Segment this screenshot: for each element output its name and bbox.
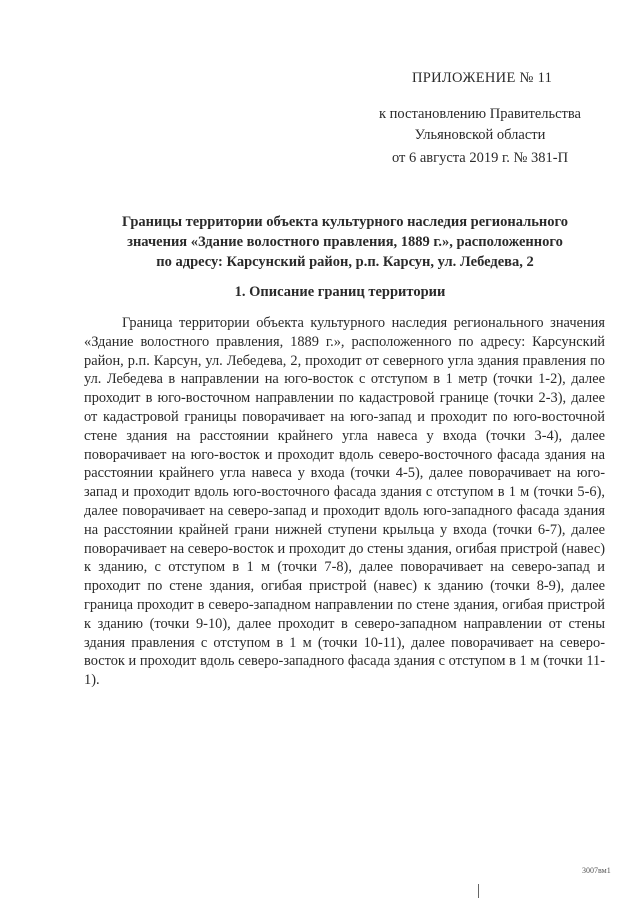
decree-date: от 6 августа 2019 г. № 381-П [391, 150, 569, 166]
boundary-description-paragraph: Граница территории объекта культурного наследия регионального значения «Здание волостного правления, 1889 г.», расположенного по адресу: Карсунский район, р.п. Карсун, ул. Лебедева, 2, проходит от северного угла здания правления по ул. Лебедева в направлении на юго-восток с отступом в 1 метр (точки 1-2), далее проходит в юго-восточном направлении по кадастровой границе (точки 2-3), далее от кадастровой границы поворачивает на юго-запад и проходит по юго-восточной стене здания на расстоянии крайнего угла навеса у входа (точки 3-4), далее поворачивает на юго-восток и проходит вдоль северо-восточного фасада здания на расстоянии крайнего угла навеса у входа (точки 4-5), далее поворачивает на юго-запад и проходит вдоль юго-восточного фасада здания с отступом в 1 м (точки 5-6), далее поворачивает на северо-запад и проходит вдоль юго-западного фасада здания на расстоянии крайней грани нижней ступени крыльца у входа (точки 6-7), далее поворачивает на северо-восток и проходит до стены здания, огибая пристрой (навес) к зданию, с отступом в 1 м (точки 7-8), далее поворачивает на северо-запад и проходит по стене здания, огибая пристрой (навес) к зданию (точки 8-9), далее граница проходит в северо-западном направлении по стене здания, огибая пристрой к зданию (точки 9-10), далее проходит в северо-западном направлении от стены здания правления с отступом в 1 м (точки 10-11), далее поворачивает на северо-восток и проходит вдоль северо-западного фасада здания с отступом в 1 м (точки 11-1). [84, 315, 605, 689]
title-line-1: Границы территории объекта культурного наследия регионального [122, 214, 568, 230]
appendix-label: ПРИЛОЖЕНИЕ № 11 [412, 70, 553, 86]
title-line-2: значения «Здание волостного правления, 1889 г.», расположенного [127, 234, 563, 250]
decree-line-1: к постановлению Правительства [379, 106, 581, 122]
footer-code: 3007вм1 [582, 866, 611, 875]
scan-artifact-mark [478, 884, 479, 898]
document-title [100, 212, 590, 272]
decree-line-2: Ульяновской области [414, 127, 546, 143]
decree-reference [360, 104, 600, 146]
section-heading: 1. Описание границ территории [234, 284, 446, 300]
title-line-3: по адресу: Карсунский район, р.п. Карсун, ул. Лебедева, 2 [156, 254, 534, 270]
